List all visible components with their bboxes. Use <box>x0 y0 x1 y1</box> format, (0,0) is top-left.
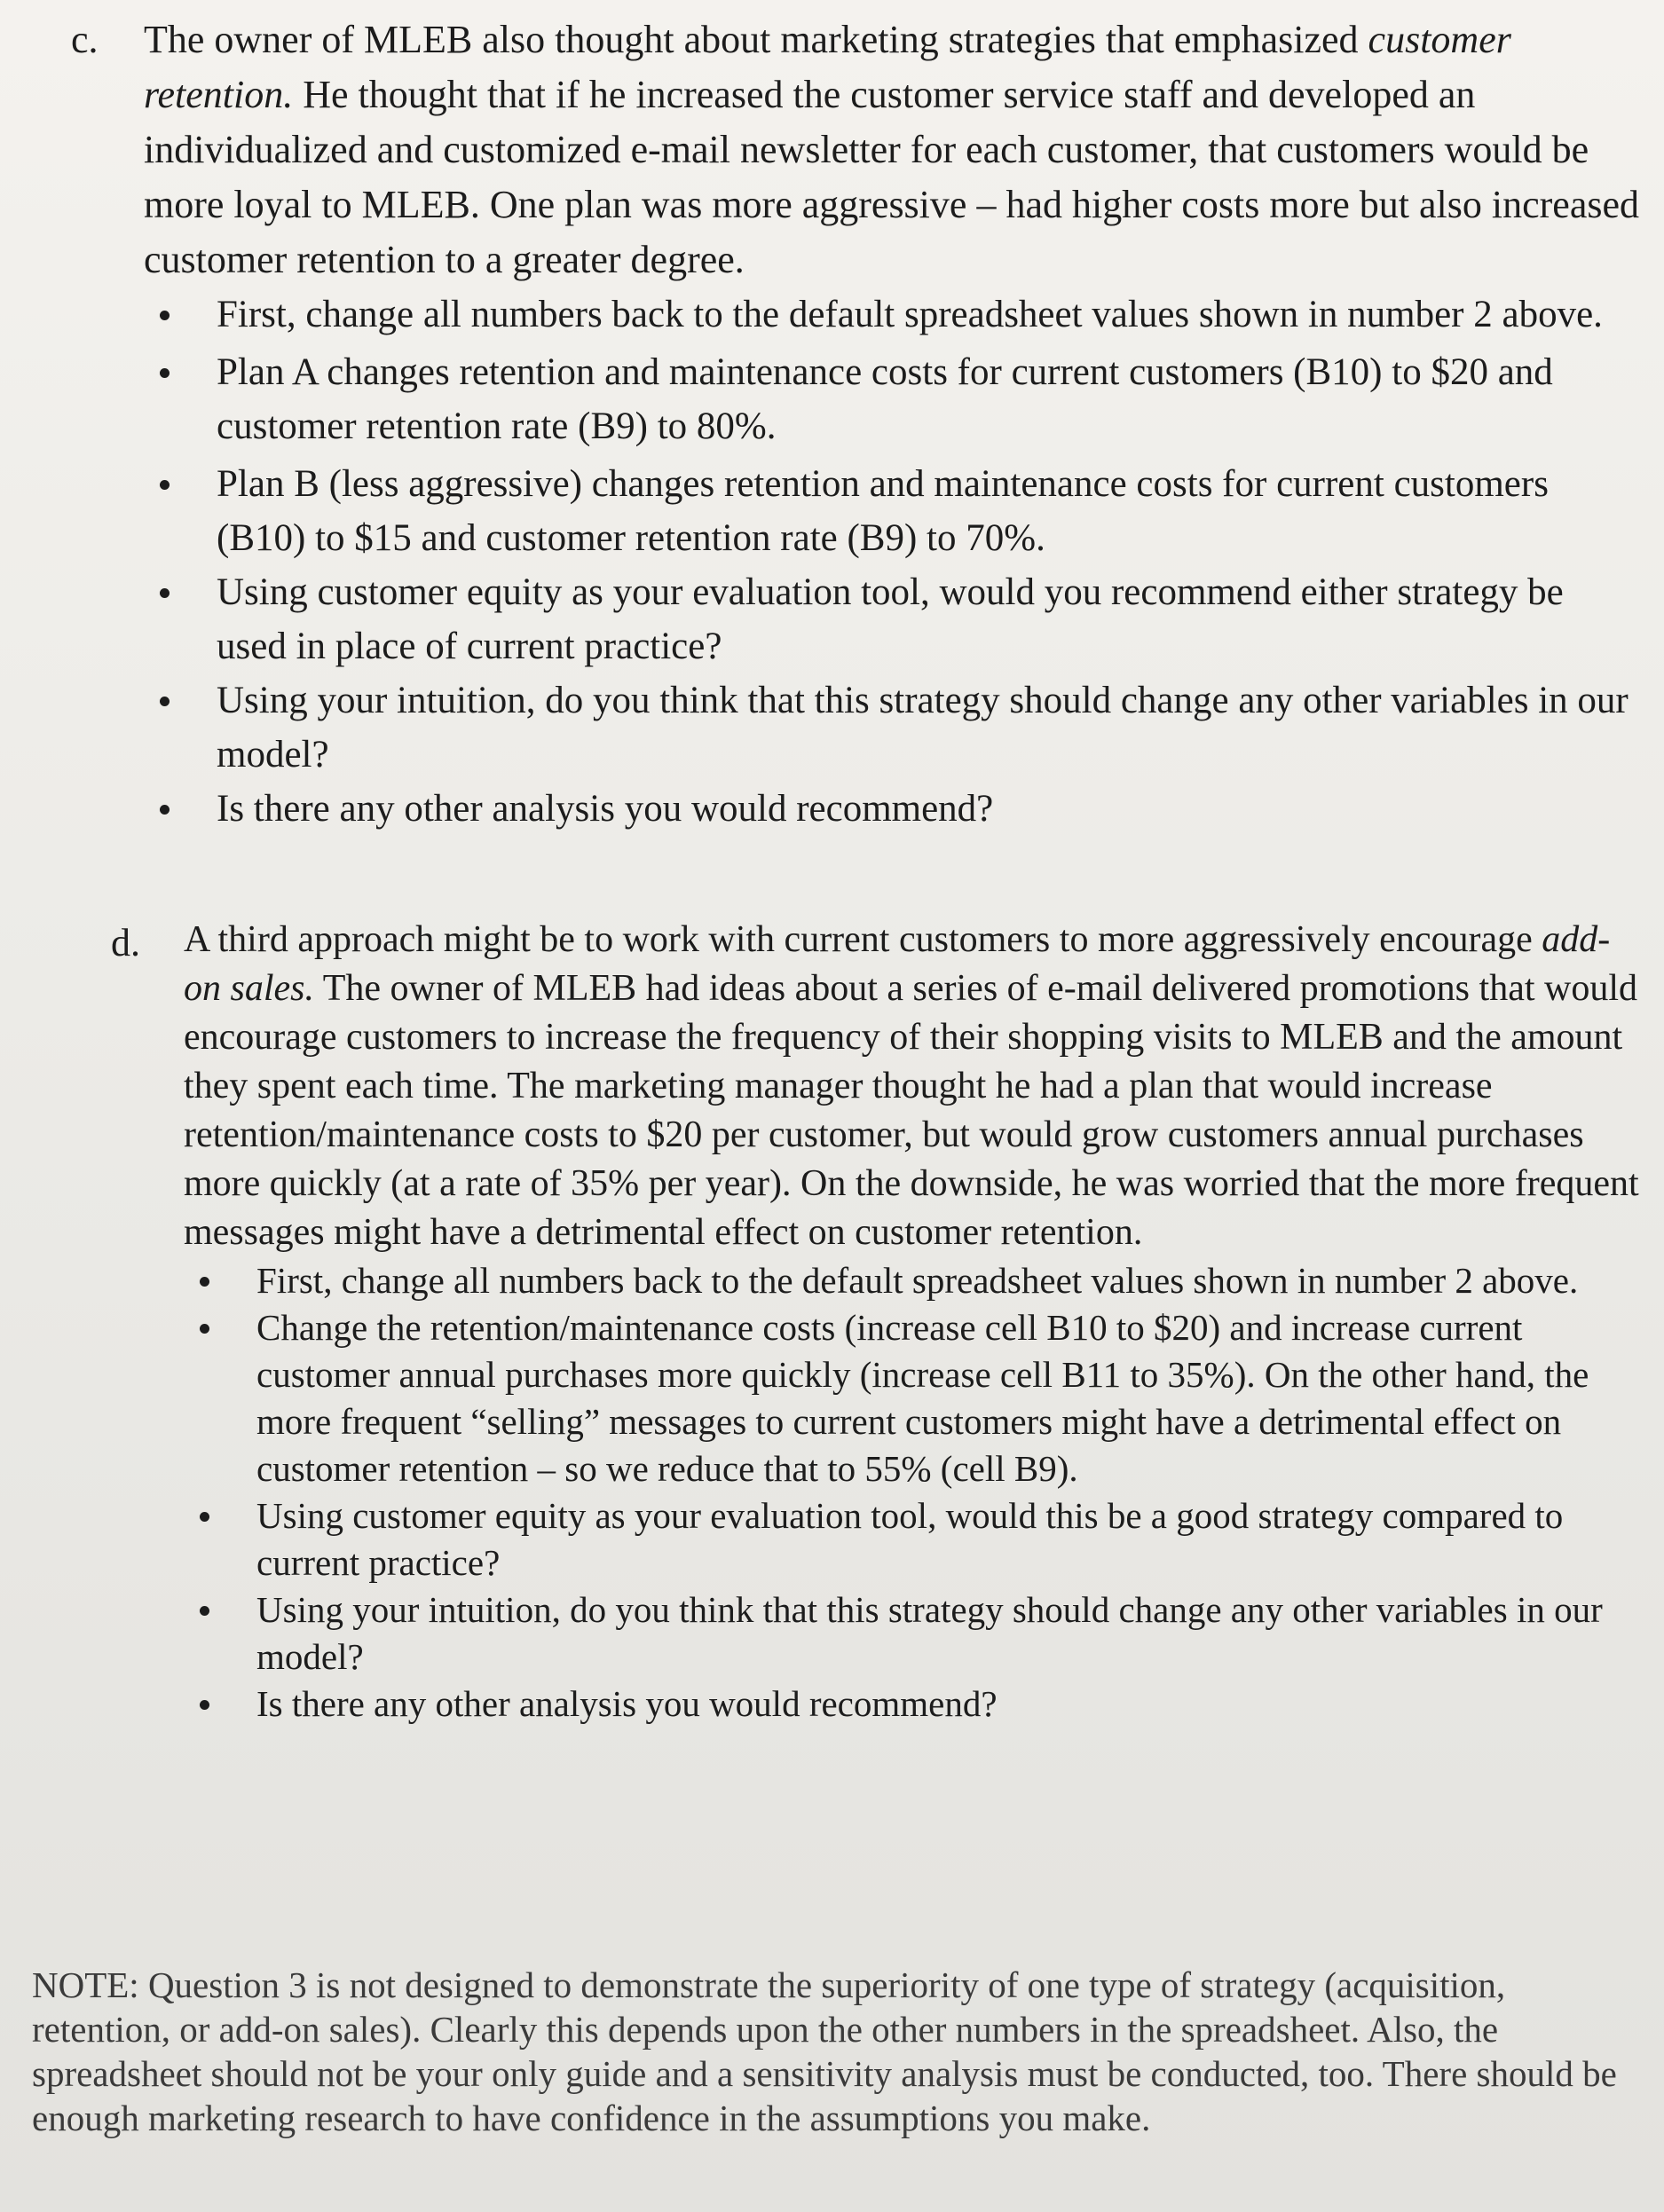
bullet-dot-icon <box>200 1277 209 1287</box>
question-c-bullet-1-text: First, change all numbers back to the default spreadsheet values shown in number 2 above. <box>217 294 1603 335</box>
question-d-intro <box>184 916 1646 1257</box>
bullet-dot-icon <box>160 697 170 706</box>
question-d-intro-after: The owner of MLEB had ideas about a series of e-mail delivered promotions that would encourage customers to increase the frequency of their shopping visits to MLEB and the amount they spent each time. The marketing manager thought he had a plan that would increase retention/maintenance costs to $20 per customer, but would grow customers annual purchases more quickly (at a rate of 35% per year). On the downside, he was worried that the more frequent messages might have a detrimental effect on customer retention. <box>184 968 1639 1253</box>
question-c-bullet-2-text: Plan A changes retention and maintenance costs for current customers (B10) to $20 and customer retention rate (B9) to 80%. <box>217 351 1553 447</box>
bullet-dot-icon <box>200 1512 209 1522</box>
bullet-dot-icon <box>160 588 170 598</box>
question-c-emphasis: customer retention. <box>144 18 1511 116</box>
question-d-body <box>184 916 1646 1728</box>
question-c-body <box>144 12 1642 836</box>
question-d-bullet-3 <box>184 1492 1646 1586</box>
question-d-bullet-2-text: Change the retention/maintenance costs (increase cell B10 to $20) and increase current customer annual purchases more quickly (increase cell B11 to 35%). On the other hand, the more frequent “selling” messages to current customers might have a detrimental effect on customer retention – so we reduce that to 55% (cell B9). <box>256 1307 1589 1489</box>
bullet-dot-icon <box>160 480 170 490</box>
question-c <box>71 12 1642 836</box>
bullet-dot-icon <box>200 1324 209 1334</box>
question-d-bullet-list <box>184 1257 1646 1728</box>
question-d-intro-before: A third approach might be to work with current customers to more aggressively encourage <box>184 919 1542 960</box>
bullet-dot-icon <box>160 368 170 378</box>
question-c-bullet-4-text: Using customer equity as your evaluation tool, would you recommend either strategy be used in place of current practice? <box>217 571 1564 667</box>
question-d-emphasis: add-on sales. <box>184 919 1611 1009</box>
question-c-bullet-6 <box>144 782 1642 836</box>
question-c-intro <box>144 12 1642 287</box>
question-c-bullet-3-text: Plan B (less aggressive) changes retention and maintenance costs for current customers (B10) to $15 and customer retention rate (B9) to 70%. <box>217 463 1549 559</box>
question-c-bullet-list <box>144 287 1642 836</box>
question-c-bullet-5-text: Using your intuition, do you think that this strategy should change any other variables in our model? <box>217 680 1629 775</box>
question-c-bullet-1 <box>144 287 1642 342</box>
bullet-dot-icon <box>200 1700 209 1710</box>
question-d <box>111 916 1646 1728</box>
question-c-bullet-6-text: Is there any other analysis you would recommend? <box>217 788 994 830</box>
question-d-bullet-5-text: Is there any other analysis you would recommend? <box>256 1683 998 1724</box>
question-c-intro-before: The owner of MLEB also thought about marketing strategies that emphasized <box>144 18 1368 61</box>
bullet-dot-icon <box>200 1606 209 1616</box>
question-d-bullet-2 <box>184 1304 1646 1492</box>
question-c-marker: c. <box>71 18 99 61</box>
question-d-bullet-3-text: Using customer equity as your evaluation tool, would this be a good strategy compared to current practice? <box>256 1495 1564 1583</box>
question-d-bullet-1 <box>184 1257 1646 1304</box>
question-d-bullet-4 <box>184 1586 1646 1681</box>
bullet-dot-icon <box>160 805 170 815</box>
question-c-bullet-4 <box>144 565 1642 673</box>
question-d-bullet-4-text: Using your intuition, do you think that this strategy should change any other variables in our model? <box>256 1589 1603 1677</box>
question-c-bullet-5 <box>144 673 1642 782</box>
bullet-dot-icon <box>160 311 170 320</box>
question-d-bullet-5 <box>184 1681 1646 1728</box>
question-c-intro-after: He thought that if he increased the customer service staff and developed an individualized and customized e-mail newsletter for each customer, that customers would be more loyal to MLEB. One plan was more aggressive – had higher costs more but also increased customer retention to a greater degree. <box>144 73 1639 281</box>
question-d-bullet-1-text: First, change all numbers back to the default spreadsheet values shown in number 2 above. <box>256 1260 1579 1301</box>
question-c-bullet-3 <box>144 457 1642 565</box>
question-d-marker: d. <box>111 921 140 964</box>
question-c-bullet-2 <box>144 345 1642 453</box>
note-paragraph: NOTE: Question 3 is not designed to demonstrate the superiority of one type of strategy (acquisition, retention, or add-on sales). Clearly this depends upon the other numbers in the spreadsheet. Also, the spreadsheet should not be your only guide and a sensitivity analysis must be conducted, too. There should be enough marketing research to have confidence in the assumptions you make. <box>32 1964 1617 2138</box>
